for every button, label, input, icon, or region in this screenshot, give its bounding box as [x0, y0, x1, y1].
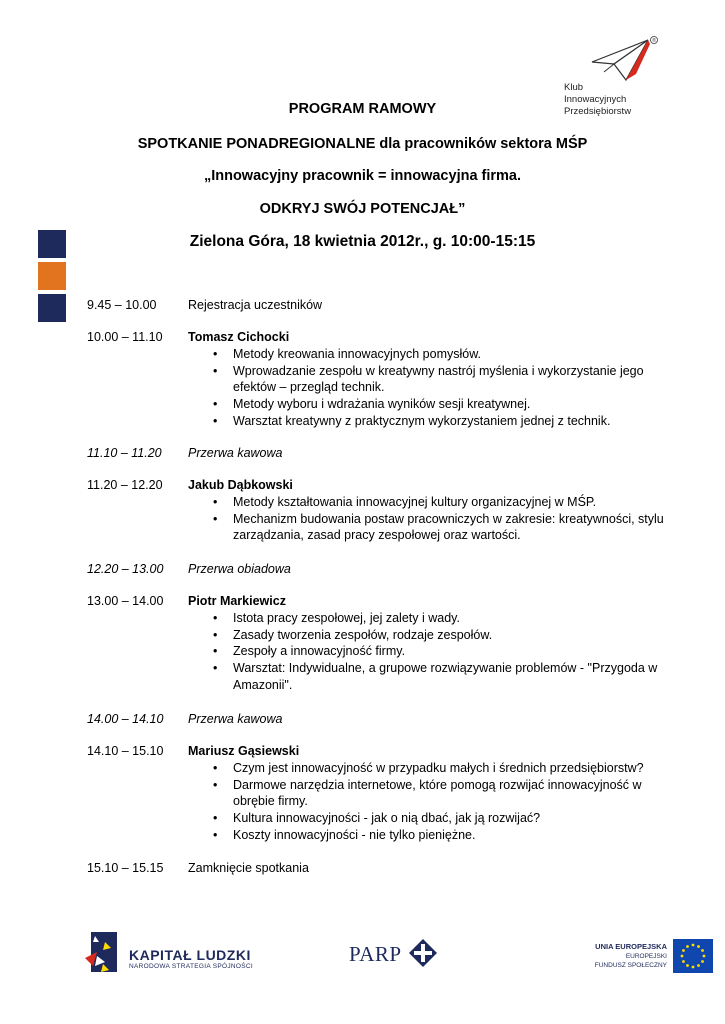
topic-list: [213, 494, 667, 544]
kapital-ludzki-logo: [83, 928, 263, 978]
eu-fund-line1: EUROPEJSKI: [625, 952, 667, 960]
agenda-time: 12.20 – 13.00: [87, 562, 164, 576]
topic-item: • Metody wyboru i wdrażania wyników sesji kreatywnej.: [213, 396, 667, 413]
parp-emblem-icon: [405, 939, 441, 971]
eu-logo: [578, 939, 713, 979]
topic-item: • Czym jest innowacyjność w przypadku małych i średnich przedsiębiorstw?: [213, 760, 667, 777]
klub-name-line: Innowacyjnych: [564, 94, 627, 105]
agenda-time: 14.10 – 15.10: [87, 744, 164, 758]
agenda-item: [87, 860, 667, 880]
eu-star-icon: [701, 949, 704, 952]
agenda-item: [87, 329, 667, 445]
topic-list: [213, 610, 667, 694]
page-subtitle: SPOTKANIE PONADREGIONALNE dla pracowników sektora MŚP: [137, 136, 588, 152]
paper-plane-icon: [590, 36, 660, 82]
topic-item: • Warsztat: Indywidualne, a grupowe rozwiązywanie problemów - "Przygoda w Amazonii".: [213, 660, 667, 694]
topic-list: [213, 346, 667, 430]
kapital-ludzki-title: KAPITAŁ LUDZKI: [129, 947, 251, 963]
eu-flag-icon: [673, 939, 713, 973]
agenda-speaker: Piotr Markiewicz: [188, 594, 286, 608]
agenda-item: [87, 561, 667, 593]
agenda-time: 11.20 – 12.20: [87, 478, 163, 492]
eu-star-icon: [697, 964, 700, 967]
eu-star-icon: [697, 945, 700, 948]
agenda-item: [87, 445, 667, 477]
agenda-speaker: Mariusz Gąsiewski: [188, 744, 300, 758]
topic-item: • Darmowe narzędzia internetowe, które pomogą rozwijać innowacyjność w obrębie firmy.: [213, 777, 667, 811]
agenda-time: 10.00 – 11.10: [87, 330, 163, 344]
eu-star-icon: [703, 955, 706, 958]
agenda-title: Przerwa kawowa: [188, 446, 283, 460]
eu-star-icon: [686, 945, 689, 948]
agenda: [87, 297, 667, 880]
page-title: PROGRAM RAMOWY: [288, 101, 437, 117]
registered-mark: ®: [652, 38, 656, 44]
eu-star-icon: [692, 944, 695, 947]
agenda-speaker: Jakub Dąbkowski: [188, 478, 293, 492]
agenda-time: 15.10 – 15.15: [87, 861, 164, 875]
decor-square: [38, 294, 66, 322]
klub-name-line: Przedsiębiorstw: [564, 106, 632, 117]
topic-item: • Mechanizm budowania postaw pracowniczych w zakresie: kreatywności, stylu zarządzania, zasad pracy zespołowej oraz wartości.: [213, 511, 667, 545]
agenda-time: 13.00 – 14.00: [87, 594, 164, 608]
topic-item: • Zasady tworzenia zespołów, rodzaje zespołów.: [213, 627, 667, 644]
klub-name-line: Klub: [564, 82, 584, 93]
agenda-item: [87, 297, 667, 329]
topic-item: • Metody kreowania innowacyjnych pomysłów.: [213, 346, 667, 363]
topic-list: [213, 760, 667, 844]
agenda-title: Rejestracja uczestników: [188, 298, 323, 312]
eu-star-icon: [682, 960, 685, 963]
agenda-item: [87, 743, 667, 860]
eu-title: UNIA EUROPEJSKA: [595, 942, 667, 951]
eu-fund-line2: FUNDUSZ SPOŁECZNY: [594, 962, 667, 969]
parp-text: PARP: [349, 942, 402, 966]
kapital-ludzki-subtitle: NARODOWA STRATEGIA SPÓJNOŚCI: [129, 963, 253, 970]
agenda-time: 14.00 – 14.10: [87, 712, 164, 726]
eu-star-icon: [686, 964, 689, 967]
topic-item: • Istota pracy zespołowej, jej zalety i wady.: [213, 610, 667, 627]
agenda-speaker: Tomasz Cichocki: [188, 330, 290, 344]
eu-star-icon: [692, 966, 695, 969]
kapital-ludzki-emblem-icon: [83, 928, 127, 980]
eu-star-icon: [682, 949, 685, 952]
event-date-location: Zielona Góra, 18 kwietnia 2012r., g. 10:00-15:15: [189, 233, 536, 250]
event-motto-line2: ODKRYJ SWÓJ POTENCJAŁ”: [259, 201, 466, 217]
event-motto-line1: „Innowacyjny pracownik = innowacyjna firma.: [203, 168, 522, 184]
parp-logo: [349, 939, 444, 969]
eu-star-icon: [681, 955, 684, 958]
topic-item: • Wprowadzanie zespołu w kreatywny nastrój myślenia i wykorzystanie jego efektów – przegląd technik.: [213, 363, 667, 397]
topic-item: • Koszty innowacyjności - nie tylko pieniężne.: [213, 827, 667, 844]
eu-star-icon: [701, 960, 704, 963]
agenda-title: Zamknięcie spotkania: [188, 861, 309, 875]
topic-item: • Kultura innowacyjności - jak o nią dbać, jak ją rozwijać?: [213, 810, 667, 827]
agenda-time: 11.10 – 11.20: [87, 446, 162, 460]
decor-square: [38, 262, 66, 290]
agenda-title: Przerwa obiadowa: [188, 562, 291, 576]
agenda-item: [87, 711, 667, 743]
topic-item: • Warsztat kreatywny z praktycznym wykorzystaniem jednej z technik.: [213, 413, 667, 430]
footer-logos: [0, 925, 725, 985]
agenda-title: Przerwa kawowa: [188, 712, 283, 726]
agenda-item: [87, 477, 667, 561]
agenda-item: [87, 593, 667, 711]
topic-item: • Zespoły a innowacyjność firmy.: [213, 643, 667, 660]
topic-item: • Metody kształtowania innowacyjnej kultury organizacyjnej w MŚP.: [213, 494, 667, 511]
agenda-time: 9.45 – 10.00: [87, 298, 157, 312]
